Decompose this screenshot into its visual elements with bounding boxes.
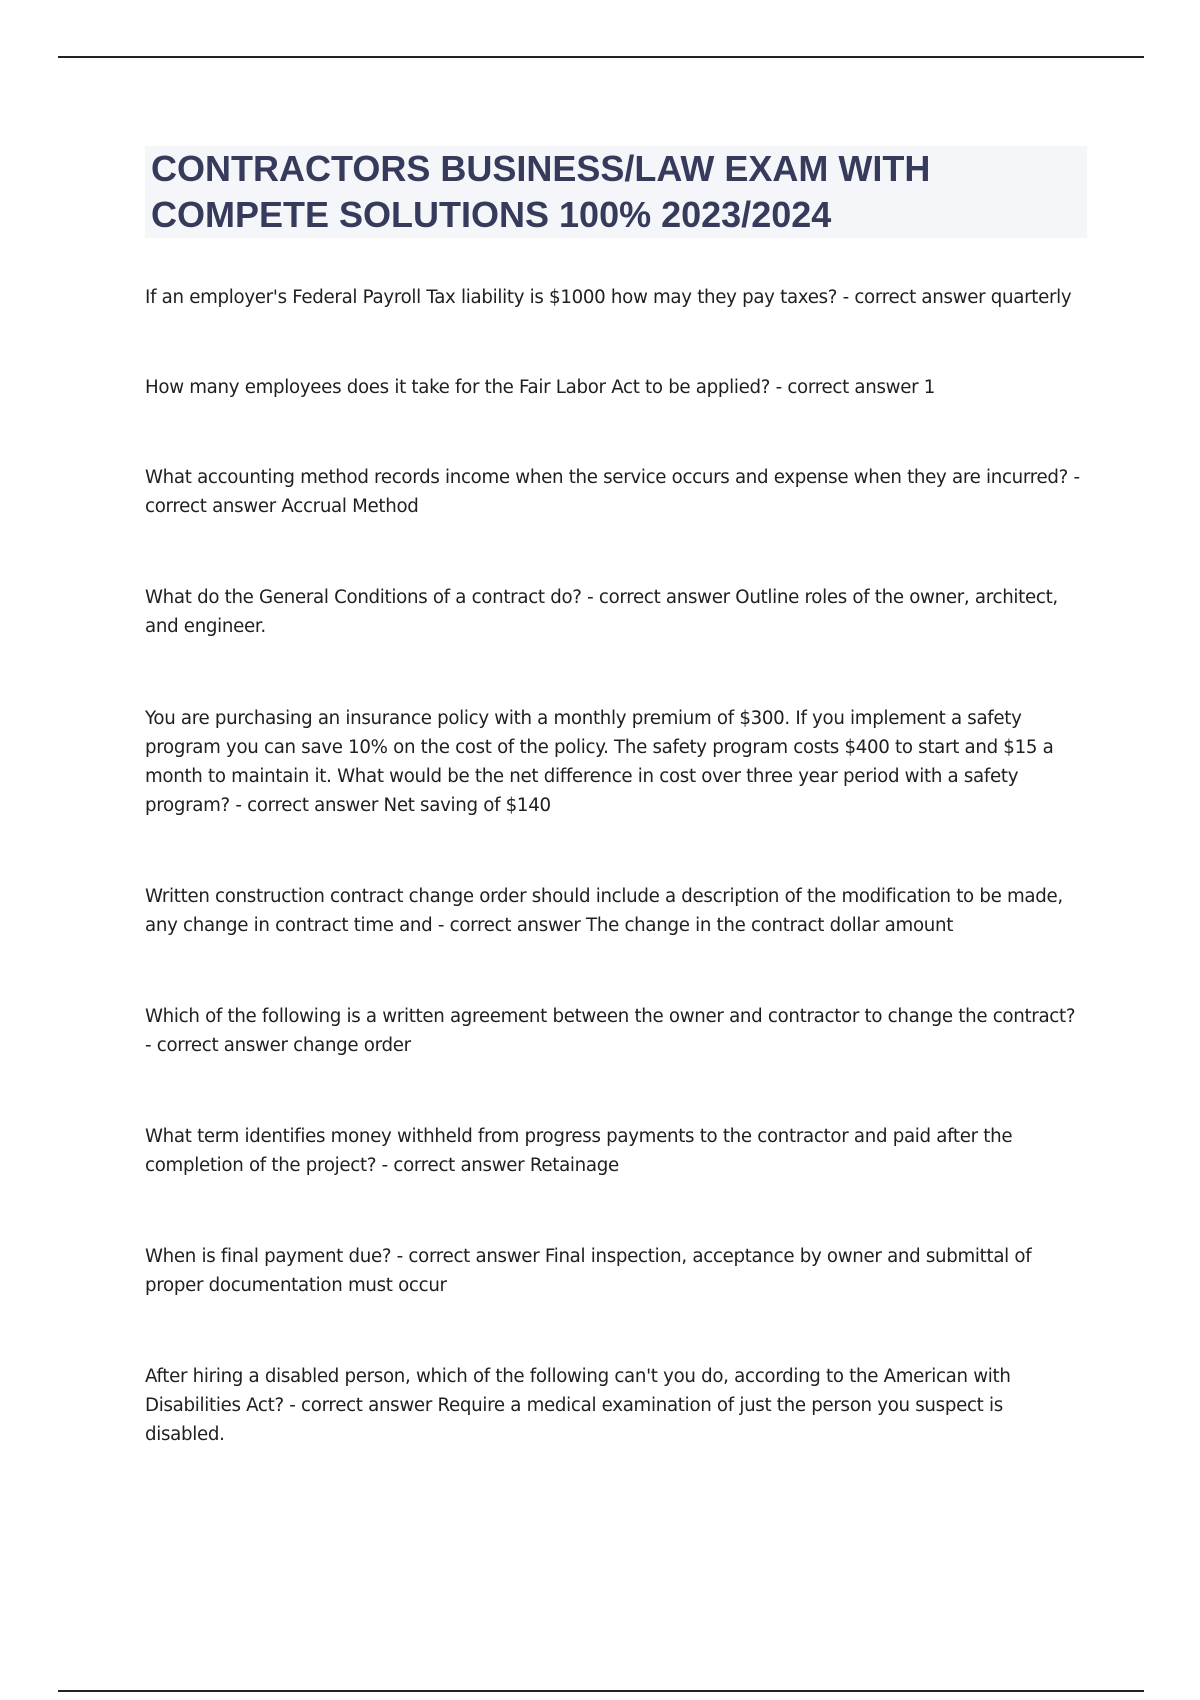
question-answer-1: If an employer's Federal Payroll Tax liability is $1000 how may they pay taxes? - correct answer quarterly	[145, 287, 1072, 308]
question-answer-2: How many employees does it take for the Fair Labor Act to be applied? - correct answer 1	[145, 377, 936, 398]
top-divider	[58, 56, 1144, 58]
question-answer-3: What accounting method records income when the service occurs and expense when they are incurred? - correct answer Accrual Method	[145, 467, 1080, 517]
question-answer-5: You are purchasing an insurance policy with a monthly premium of $300. If you implement a safety program you can save 10% on the cost of the policy. The safety program costs $400 to start and $15 a month to maintain it. What would be the net difference in cost over three year period with a safety program? - correct answer Net saving of $140	[145, 708, 1054, 816]
question-answer-7: Which of the following is a written agreement between the owner and contractor to change the contract? - correct answer change order	[145, 1006, 1076, 1056]
question-answer-4: What do the General Conditions of a contract do? - correct answer Outline roles of the owner, architect, and engineer.	[145, 587, 1058, 637]
question-answer-9: When is final payment due? - correct answer Final inspection, acceptance by owner and submittal of proper documentation must occur	[145, 1246, 1032, 1296]
title-block	[145, 146, 1087, 238]
question-answer-6: Written construction contract change order should include a description of the modification to be made, any change in contract time and - correct answer The change in the contract dollar amount	[145, 886, 1063, 936]
bottom-divider	[58, 1690, 1144, 1692]
question-answer-8: What term identifies money withheld from progress payments to the contractor and paid after the completion of the project? - correct answer Retainage	[145, 1126, 1013, 1176]
question-answer-10: After hiring a disabled person, which of the following can't you do, according to the American with Disabilities Act? - correct answer Require a medical examination of just the person you suspect is disabled.	[145, 1366, 1011, 1445]
document-title: CONTRACTORS BUSINESS/LAW EXAM WITH COMPETE SOLUTIONS 100% 2023/2024	[151, 148, 931, 235]
